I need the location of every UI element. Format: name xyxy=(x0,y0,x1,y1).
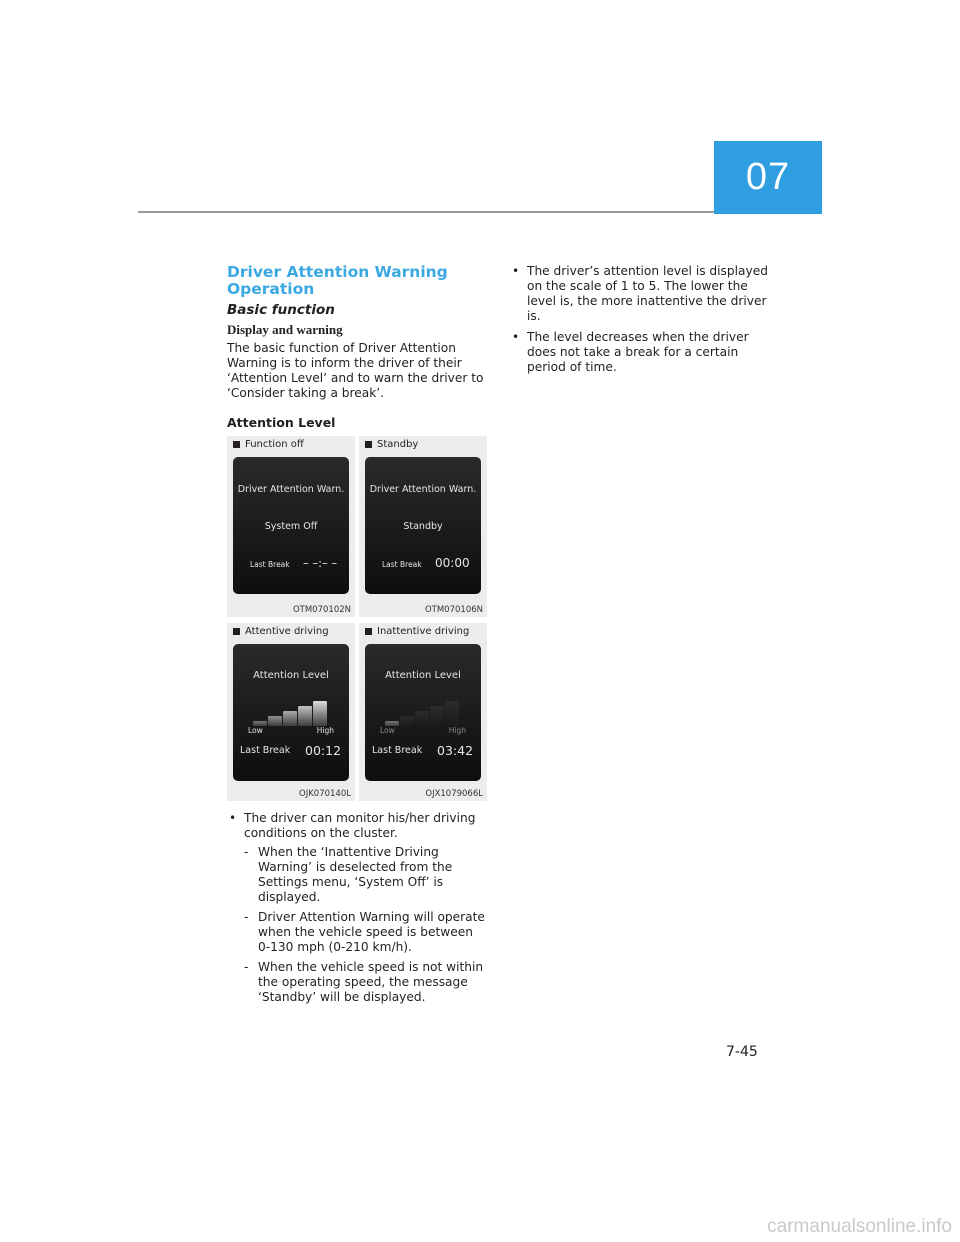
figure-code: OJK070140L xyxy=(299,789,351,799)
last-break-label: Last Break xyxy=(382,560,422,569)
section-title xyxy=(227,264,485,298)
level-bar-5 xyxy=(313,701,327,726)
chapter-number: 07 xyxy=(745,156,791,198)
level-bar-4 xyxy=(298,706,312,726)
watermark: carmanualsonline.info xyxy=(767,1216,952,1237)
right-bullet-list xyxy=(510,264,780,375)
last-break-value: 00:12 xyxy=(305,743,342,758)
high-label: High xyxy=(448,726,466,735)
screen-title: Attention Level xyxy=(253,670,329,681)
square-bullet-icon xyxy=(233,628,240,635)
figure-inattentive-driving xyxy=(359,623,487,801)
level-bar-2 xyxy=(268,716,282,726)
screen-status: System Off xyxy=(264,521,318,532)
list-item xyxy=(227,811,485,1005)
last-break-label: Last Break xyxy=(372,745,423,756)
attention-level-bars xyxy=(253,700,327,726)
left-column xyxy=(227,264,485,1010)
dash-item: - When the vehicle speed is not within the operating speed, the message ‘Standby’ will be displayed. xyxy=(244,960,485,1005)
display-heading: Display and warning xyxy=(227,322,343,337)
figure-label xyxy=(233,626,329,637)
square-bullet-icon xyxy=(233,441,240,448)
last-break-label: Last Break xyxy=(250,560,290,569)
level-bar-4 xyxy=(430,706,444,726)
figure-function-off xyxy=(227,436,355,617)
figure-label xyxy=(233,439,304,450)
figure-label-text: Standby xyxy=(377,439,419,450)
figure-label-text: Attentive driving xyxy=(245,626,329,637)
screen-title: Driver Attention Warn. xyxy=(369,484,477,495)
header-rule xyxy=(138,211,714,213)
cluster-screen xyxy=(233,644,349,781)
left-bullet-list xyxy=(227,811,485,1005)
figure-caption: Attention Level xyxy=(227,415,336,430)
subtitle: Basic function xyxy=(227,302,335,318)
figure-code: OJX1079066L xyxy=(425,789,483,799)
screen-title: Attention Level xyxy=(385,670,461,681)
dash-item: - Driver Attention Warning will operate when the vehicle speed is between 0-130 mph (0-210 km/h). xyxy=(244,910,485,955)
high-label: High xyxy=(316,726,334,735)
screen-title: Driver Attention Warn. xyxy=(237,484,345,495)
figure-standby xyxy=(359,436,487,617)
level-bar-3 xyxy=(415,711,429,726)
screen-status: Standby xyxy=(403,521,443,532)
figure-code: OTM070102N xyxy=(292,605,351,615)
figure-label xyxy=(365,626,469,637)
chapter-tab xyxy=(714,141,822,214)
figure-grid xyxy=(227,436,485,801)
low-label: Low xyxy=(380,726,395,735)
page-number: 7-45 xyxy=(726,1044,758,1060)
level-bar-3 xyxy=(283,711,297,726)
right-column xyxy=(510,264,780,381)
bullet-text: The driver can monitor his/her driving conditions on the cluster. xyxy=(244,811,476,840)
last-break-label: Last Break xyxy=(240,745,291,756)
low-label: Low xyxy=(248,726,263,735)
last-break-value: – –:– – xyxy=(303,556,338,570)
level-bar-2 xyxy=(400,716,414,726)
square-bullet-icon xyxy=(365,628,372,635)
cluster-screen xyxy=(365,457,481,594)
last-break-value: 00:00 xyxy=(435,556,470,570)
intro-paragraph: The basic function of Driver Attention Warning is to inform the driver of their ‘Attention Level’ and to warn the driver to ‘Consider taking a break’. xyxy=(227,341,484,400)
attention-level-bars xyxy=(385,700,459,726)
square-bullet-icon xyxy=(365,441,372,448)
section-title-line1: Driver Attention Warning xyxy=(227,263,448,281)
cluster-screen xyxy=(233,457,349,594)
dash-item: - When the ‘Inattentive Driving Warning’ is deselected from the Settings menu, ‘System Off’ is displayed. xyxy=(244,845,485,905)
cluster-screen xyxy=(365,644,481,781)
figure-label xyxy=(365,439,418,450)
figure-attentive-driving xyxy=(227,623,355,801)
level-bar-5 xyxy=(445,701,459,726)
figure-code: OTM070106N xyxy=(424,605,483,615)
figure-label-text: Function off xyxy=(245,439,304,450)
figure-label-text: Inattentive driving xyxy=(377,626,470,637)
list-item: • The level decreases when the driver does not take a break for a certain period of time. xyxy=(510,330,780,375)
dash-list xyxy=(244,845,485,1005)
last-break-value: 03:42 xyxy=(437,743,474,758)
section-title-line2: Operation xyxy=(227,280,315,298)
list-item: • The driver’s attention level is displayed on the scale of 1 to 5. The lower the level is, the more inattentive the driver is. xyxy=(510,264,780,324)
